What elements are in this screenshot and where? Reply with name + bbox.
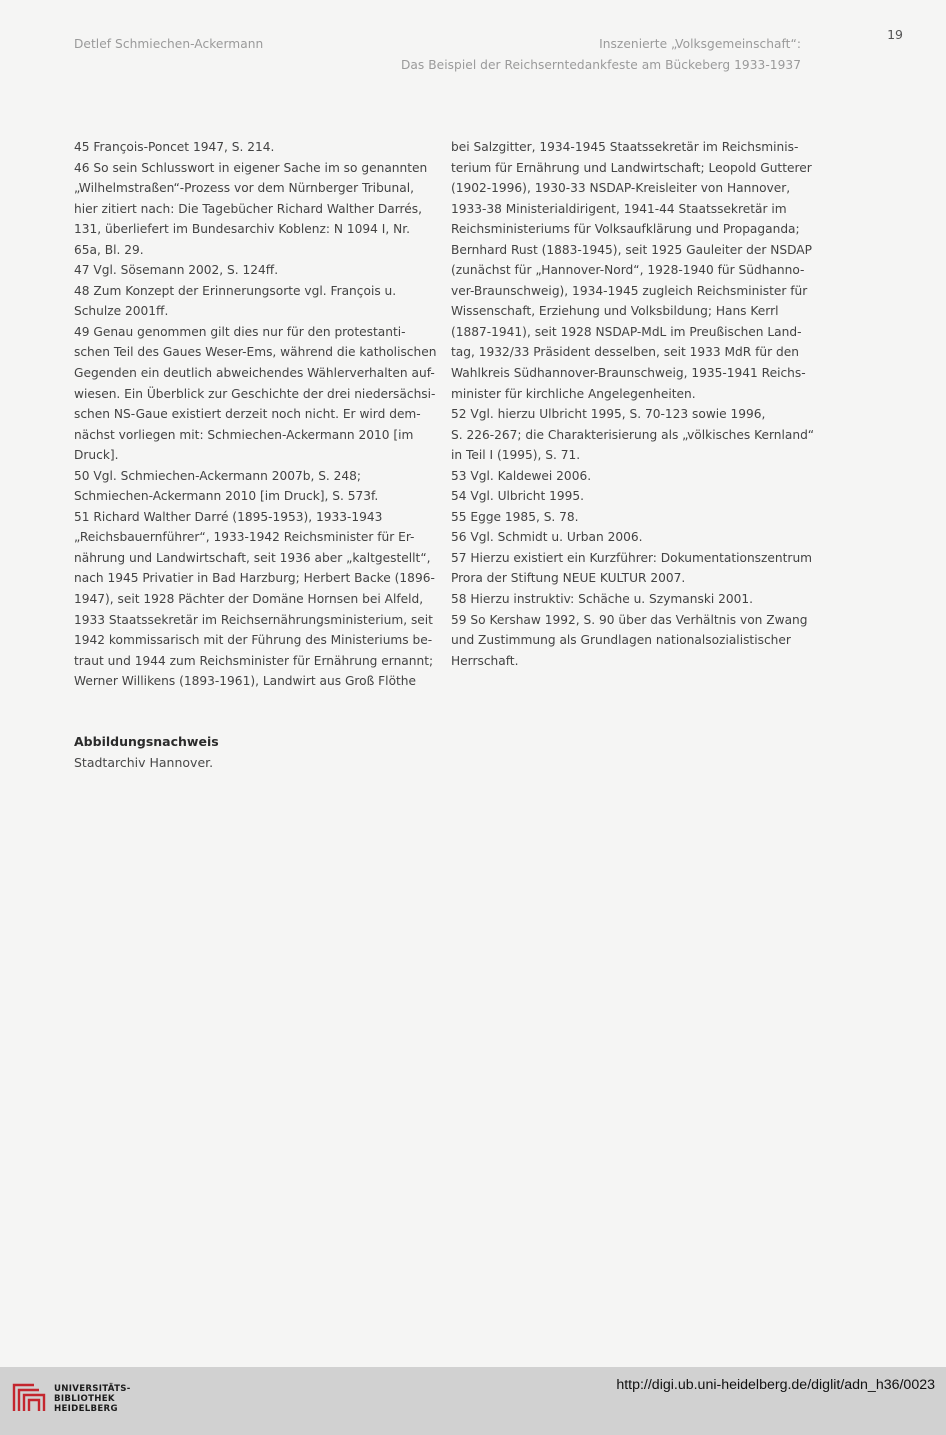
footnote-line: Bernhard Rust (1883-1945), seit 1925 Gauleiter der NSDAP: [451, 242, 812, 257]
footnote-line: 45 François-Poncet 1947, S. 214.: [74, 140, 275, 154]
footnote-line: 52 Vgl. hierzu Ulbricht 1995, S. 70-123 sowie 1996,: [451, 407, 766, 422]
image-credits-text: Stadtarchiv Hannover.: [74, 754, 214, 770]
footnote-line: „Wilhelmstraßen“-Prozess vor dem Nürnberger Tribunal,: [74, 181, 414, 196]
digitization-footer: [0, 1367, 946, 1435]
library-name-line1: UNIVERSITÄTS-: [54, 1384, 131, 1394]
footnote-line: Prora der Stiftung NEUE KULTUR 2007.: [451, 571, 686, 586]
permalink-url[interactable]: http://digi.ub.uni-heidelberg.de/diglit/adn_h36/0023: [616, 1377, 935, 1393]
footnote-line: „Reichsbauernführer“, 1933-1942 Reichsminister für Er-: [74, 530, 415, 545]
image-credits-heading: Abbildungsnachweis: [74, 734, 219, 749]
footnote-line: 53 Vgl. Kaldewei 2006.: [451, 468, 592, 483]
footnote-line: 57 Hierzu existiert ein Kurzführer: Dokumentationszentrum: [451, 550, 813, 565]
footnote-line: 49 Genau genommen gilt dies nur für den protestanti-: [74, 324, 406, 339]
footnote-line: (1887-1941), seit 1928 NSDAP-MdL im Preußischen Land-: [451, 324, 802, 339]
footnote-line: terium für Ernährung und Landwirtschaft; Leopold Gutterer: [451, 160, 812, 175]
footnote-line: 51 Richard Walther Darré (1895-1953), 1933-1943: [74, 509, 383, 524]
footnote-line: 59 So Kershaw 1992, S. 90 über das Verhältnis von Zwang: [451, 612, 808, 627]
footnote-line: in Teil I (1995), S. 71.: [451, 448, 581, 463]
running-header-author: Detlef Schmiechen-Ackermann: [74, 37, 264, 51]
footnote-line: 65a, Bl. 29.: [74, 242, 144, 257]
footnote-line: nächst vorliegen mit: Schmiechen-Ackermann 2010 [im: [74, 427, 414, 442]
running-header-title-line2: Das Beispiel der Reichserntedankfeste am Bückeberg 1933-1937: [400, 58, 801, 72]
footnote-line: Werner Willikens (1893-1961), Landwirt aus Groß Flöthe: [74, 674, 417, 689]
footnote-line: 50 Vgl. Schmiechen-Ackermann 2007b, S. 248;: [74, 468, 362, 483]
footnote-line: Wahlkreis Südhannover-Braunschweig, 1935-1941 Reichs-: [451, 366, 806, 381]
library-name-line3: HEIDELBERG: [54, 1404, 118, 1414]
footnote-line: 56 Vgl. Schmidt u. Urban 2006.: [451, 530, 643, 545]
footnote-line: wiesen. Ein Überblick zur Geschichte der drei niedersächsi-: [74, 386, 436, 401]
footnote-line: 55 Egge 1985, S. 78.: [451, 509, 579, 524]
footnote-line: (zunächst für „Hannover-Nord“, 1928-1940 für Südhanno-: [451, 263, 805, 278]
footnote-line: 54 Vgl. Ulbricht 1995.: [451, 489, 584, 504]
footnotes-right-column: [451, 137, 815, 671]
library-name-line2: BIBLIOTHEK: [54, 1394, 115, 1404]
running-header-title-line1: Inszenierte „Volksgemeinschaft“:: [599, 37, 801, 51]
footnote-line: Schmiechen-Ackermann 2010 [im Druck], S. 573f.: [74, 489, 379, 504]
footnote-line: 131, überliefert im Bundesarchiv Koblenz: N 1094 I, Nr.: [74, 222, 411, 237]
page-number: 19: [887, 27, 903, 42]
footnote-line: bei Salzgitter, 1934-1945 Staatssekretär im Reichsminis-: [451, 140, 799, 154]
footnote-line: 1942 kommissarisch mit der Führung des Ministeriums be-: [74, 633, 433, 648]
footnote-line: ver-Braunschweig), 1934-1945 zugleich Reichsminister für: [451, 283, 808, 298]
footnote-line: hier zitiert nach: Die Tagebücher Richard Walther Darrés,: [74, 201, 423, 216]
footnote-line: 1933-38 Ministerialdirigent, 1941-44 Staatssekretär im: [451, 201, 787, 216]
footnote-line: Schulze 2001ff.: [74, 304, 169, 319]
footnote-line: nach 1945 Privatier in Bad Harzburg; Herbert Backe (1896-: [74, 571, 435, 586]
footnote-line: traut und 1944 zum Reichsminister für Ernährung ernannt;: [74, 653, 434, 668]
footnote-line: Wissenschaft, Erziehung und Volksbildung; Hans Kerrl: [451, 304, 779, 319]
image-credits: [74, 732, 219, 773]
footnote-line: Druck].: [74, 448, 119, 463]
footnote-line: tag, 1932/33 Präsident desselben, seit 1933 MdR für den: [451, 345, 799, 360]
ub-heidelberg-logo-icon[interactable]: [8, 1375, 48, 1415]
footnotes-left-column: [74, 137, 437, 692]
library-name[interactable]: [54, 1384, 131, 1414]
footnote-line: und Zustimmung als Grundlagen nationalsozialistischer: [451, 633, 791, 648]
footnote-line: 46 So sein Schlusswort in eigener Sache im so genannten: [74, 160, 428, 175]
footnote-line: schen NS-Gaue existiert derzeit noch nicht. Er wird dem-: [74, 407, 421, 422]
footnote-line: minister für kirchliche Angelegenheiten.: [451, 386, 696, 401]
footnote-line: Gegenden ein deutlich abweichendes Wählerverhalten auf-: [74, 366, 435, 381]
footnote-line: 47 Vgl. Sösemann 2002, S. 124ff.: [74, 263, 279, 278]
footnote-line: 58 Hierzu instruktiv: Schäche u. Szymanski 2001.: [451, 592, 754, 607]
footnote-line: Herrschaft.: [451, 653, 519, 668]
footnote-line: 1933 Staatssekretär im Reichsernährungsministerium, seit: [74, 612, 433, 627]
footnote-line: nährung und Landwirtschaft, seit 1936 aber „kaltgestellt“,: [74, 550, 431, 565]
footnote-line: schen Teil des Gaues Weser-Ems, während die katholischen: [74, 345, 437, 360]
footnote-line: (1902-1996), 1930-33 NSDAP-Kreisleiter von Hannover,: [451, 181, 791, 196]
footnote-line: Reichsministeriums für Volksaufklärung und Propaganda;: [451, 222, 800, 237]
footnote-line: 1947), seit 1928 Pächter der Domäne Hornsen bei Alfeld,: [74, 592, 424, 607]
footnote-line: S. 226-267; die Charakterisierung als „völkisches Kernland“: [451, 427, 815, 442]
footnote-line: 48 Zum Konzept der Erinnerungsorte vgl. François u.: [74, 283, 397, 298]
